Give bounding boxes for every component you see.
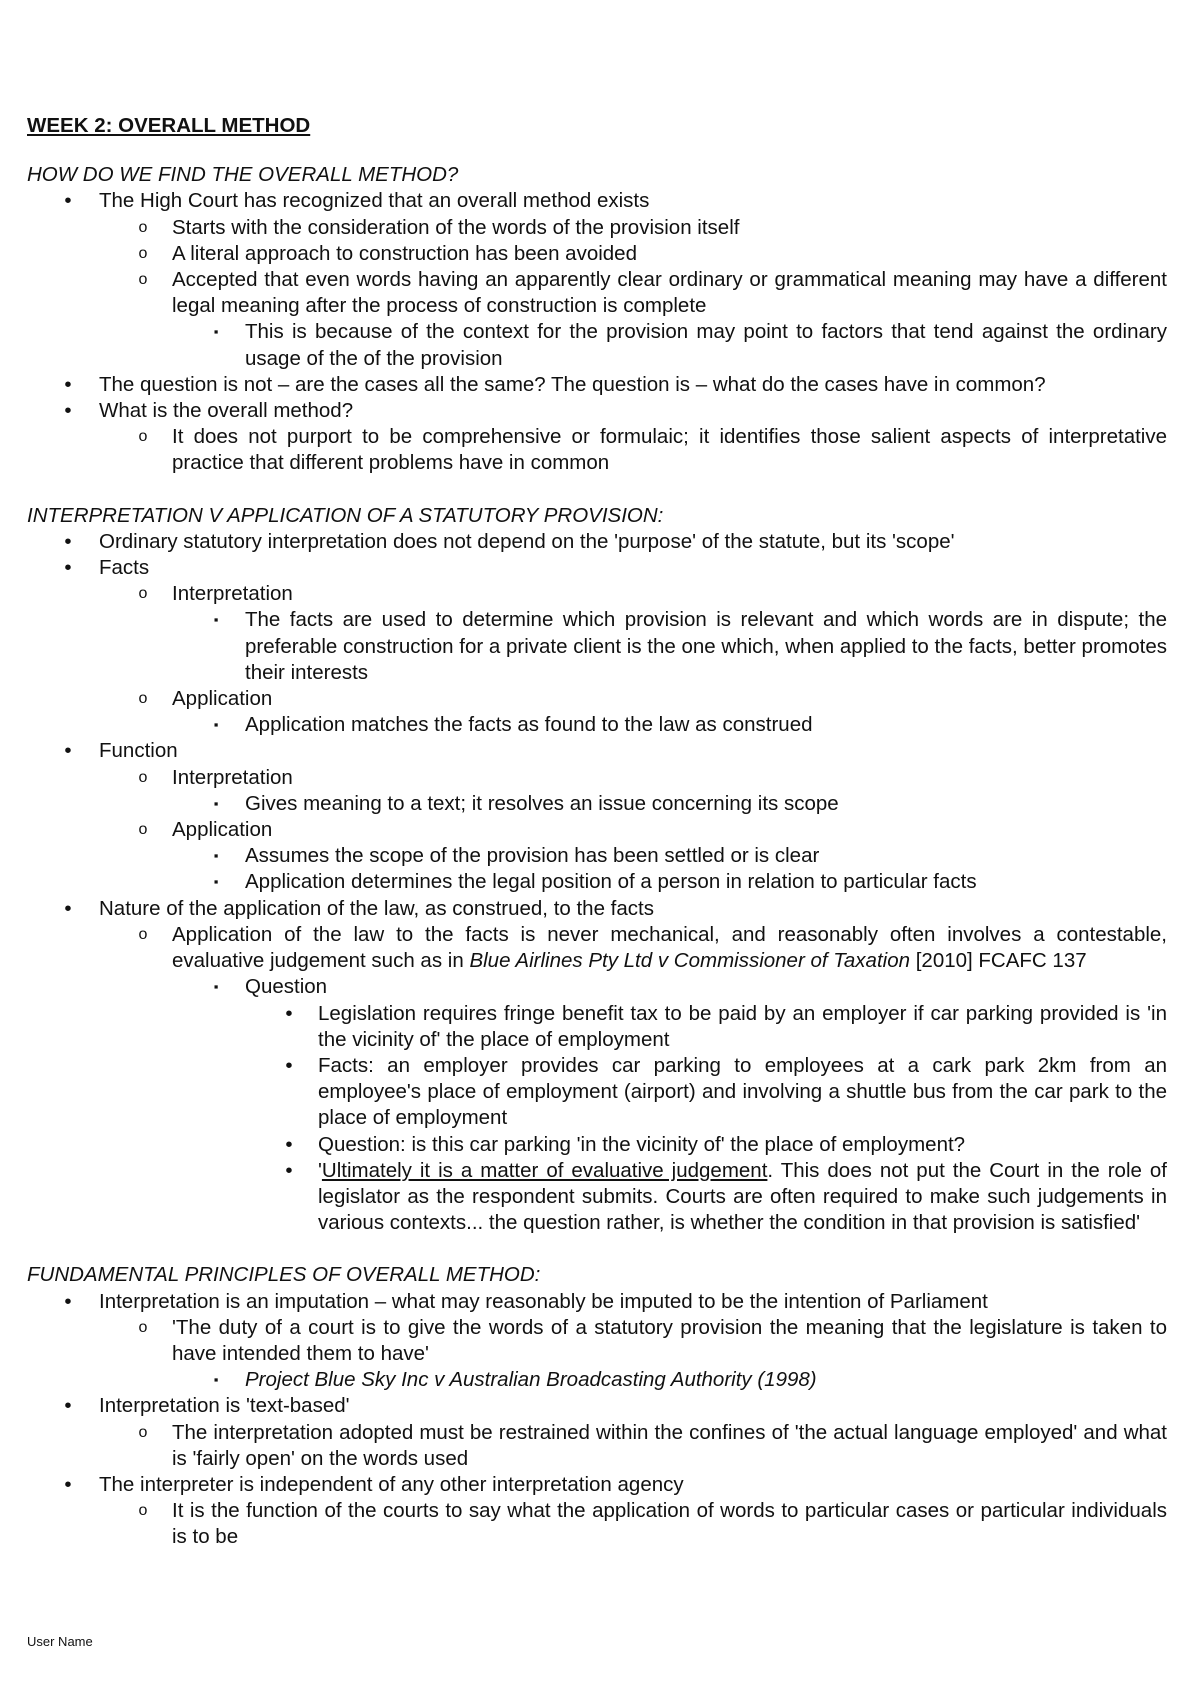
list-item: o 'The duty of a court is to give the words of a statutory provision the meaning that the legislature is taken to have intended them to have' <box>138 1315 1167 1365</box>
list-item: • Interpretation is 'text-based' <box>27 1393 1167 1419</box>
list-item: o Starts with the consideration of the words of the provision itself <box>27 215 1167 241</box>
bullet-icon: o <box>138 690 148 708</box>
bullet-icon: o <box>138 768 148 786</box>
list-item: • Facts <box>27 555 1167 581</box>
bullet-icon: ▪ <box>213 324 219 340</box>
bullet-icon: o <box>138 1318 148 1336</box>
bullet-icon: ▪ <box>213 1372 219 1388</box>
list-item: ▪ Gives meaning to a text; it resolves an issue concerning its scope <box>27 791 1167 817</box>
list-item: ▪ Question <box>27 974 1167 1000</box>
section-heading: FUNDAMENTAL PRINCIPLES OF OVERALL METHOD: <box>27 1263 541 1287</box>
bullet-icon: • <box>285 1132 293 1156</box>
bullet-icon: • <box>285 1001 293 1025</box>
bullet-icon: o <box>138 218 148 236</box>
bullet-icon: ▪ <box>213 717 219 733</box>
list-item: • The interpreter is independent of any other interpretation agency <box>27 1472 1167 1498</box>
bullet-icon: o <box>138 1423 148 1441</box>
list-item: o The interpretation adopted must be restrained within the confines of 'the actual language employed' and what is 'fairly open' on the words used <box>138 1420 1167 1470</box>
section-heading: HOW DO WE FIND THE OVERALL METHOD? <box>27 163 459 187</box>
bullet-icon: o <box>138 428 148 446</box>
bullet-icon: • <box>64 399 72 423</box>
bullet-icon: ▪ <box>213 848 219 864</box>
list-item: • Function <box>27 738 1167 764</box>
list-item: o It does not purport to be comprehensive or formulaic; it identifies those salient aspects of interpretative practice that different problems have in common <box>138 425 1167 475</box>
list-item: o Application <box>27 686 1167 712</box>
bullet-icon: • <box>64 556 72 580</box>
bullet-icon: ▪ <box>213 979 219 995</box>
list-item: • Ordinary statutory interpretation does not depend on the 'purpose' of the statute, but its 'scope' <box>27 529 1167 555</box>
list-item: • 'Ultimately it is a matter of evaluative judgement. This does not put the Court in the role of legislator as the respondent submits. Courts are often required to make such judgements in various contexts... the question rather, is whether the condition in that provision is satisfied' <box>27 1158 1167 1237</box>
underlined-quote: Ultimately it is a matter of evaluative judgement <box>321 1158 768 1182</box>
list-item: • What is the overall method? <box>27 398 1167 424</box>
document-page <box>27 113 1167 1551</box>
bullet-icon: • <box>64 189 72 213</box>
list-item: • The question is not – are the cases all the same? The question is – what do the cases have in common? <box>27 372 1167 398</box>
bullet-icon: • <box>64 372 72 396</box>
list-item: • The High Court has recognized that an overall method exists <box>27 188 1167 214</box>
list-item: o Interpretation <box>27 765 1167 791</box>
document-title: WEEK 2: OVERALL METHOD <box>27 114 311 137</box>
bullet-icon: o <box>138 271 148 289</box>
list-item: ▪ The facts are used to determine which provision is relevant and which words are in dispute; the preferable construction for a private client is the one which, when applied to the facts, better promotes their interests <box>27 607 1167 686</box>
bullet-icon: • <box>285 1053 293 1077</box>
list-item: o Accepted that even words having an apparently clear ordinary or grammatical meaning may have a different legal meaning after the process of construction is complete <box>138 268 1167 318</box>
bullet-icon: o <box>138 244 148 262</box>
list-item: o Interpretation <box>27 581 1167 607</box>
bullet-icon: o <box>138 585 148 603</box>
list-item: ▪ Application determines the legal position of a person in relation to particular facts <box>27 869 1167 895</box>
list-item: • Question: is this car parking 'in the vicinity of' the place of employment? <box>27 1132 1167 1158</box>
list-item: • Nature of the application of the law, as construed, to the facts <box>27 896 1167 922</box>
bullet-icon: • <box>64 1472 72 1496</box>
section-heading: INTERPRETATION V APPLICATION OF A STATUTORY PROVISION: <box>27 503 664 527</box>
list-item: • Legislation requires fringe benefit tax to be paid by an employer if car parking provided is 'in the vicinity of' the place of employment <box>27 1001 1167 1053</box>
bullet-icon: o <box>138 821 148 839</box>
bullet-icon: o <box>138 925 148 943</box>
list-item: o Application of the law to the facts is never mechanical, and reasonably often involves a contestable, evaluative judgement such as in Blue Airlines Pty Ltd v Commissioner of Taxation [2010] FCAFC 137 <box>138 922 1167 973</box>
bullet-icon: ▪ <box>213 612 219 628</box>
bullet-icon: • <box>64 529 72 553</box>
list-item <box>27 1367 1167 1393</box>
list-item: o It is the function of the courts to say what the application of words to particular cases or particular individuals is to be <box>138 1499 1167 1549</box>
list-item: ▪ This is because of the context for the provision may point to factors that tend against the ordinary usage of the of the provision <box>27 319 1167 371</box>
bullet-icon: • <box>64 1289 72 1313</box>
case-citation: Project Blue Sky Inc v Australian Broadcasting Authority (1998) <box>245 1368 817 1392</box>
bullet-icon: • <box>64 1394 72 1418</box>
list-item: • Facts: an employer provides car parking to employees at a cark park 2km from an employee's place of employment (airport) and involving a shuttle bus from the car park to the place of employment <box>27 1053 1167 1132</box>
bullet-icon: • <box>64 896 72 920</box>
bullet-icon: ▪ <box>213 874 219 890</box>
bullet-icon: ▪ <box>213 795 219 811</box>
list-item: • Interpretation is an imputation – what may reasonably be imputed to be the intention of Parliament <box>27 1289 1167 1315</box>
bullet-icon: • <box>285 1158 293 1182</box>
list-item: ▪ Assumes the scope of the provision has been settled or is clear <box>27 843 1167 869</box>
bullet-icon: o <box>138 1502 148 1520</box>
list-item: o Application <box>27 817 1167 843</box>
bullet-icon: • <box>64 739 72 763</box>
list-item: ▪ Application matches the facts as found to the law as construed <box>27 712 1167 738</box>
list-item: o A literal approach to construction has been avoided <box>27 241 1167 267</box>
footer-user-name: User Name <box>27 1634 93 1649</box>
case-citation: Blue Airlines Pty Ltd v Commissioner of Taxation <box>469 949 911 973</box>
